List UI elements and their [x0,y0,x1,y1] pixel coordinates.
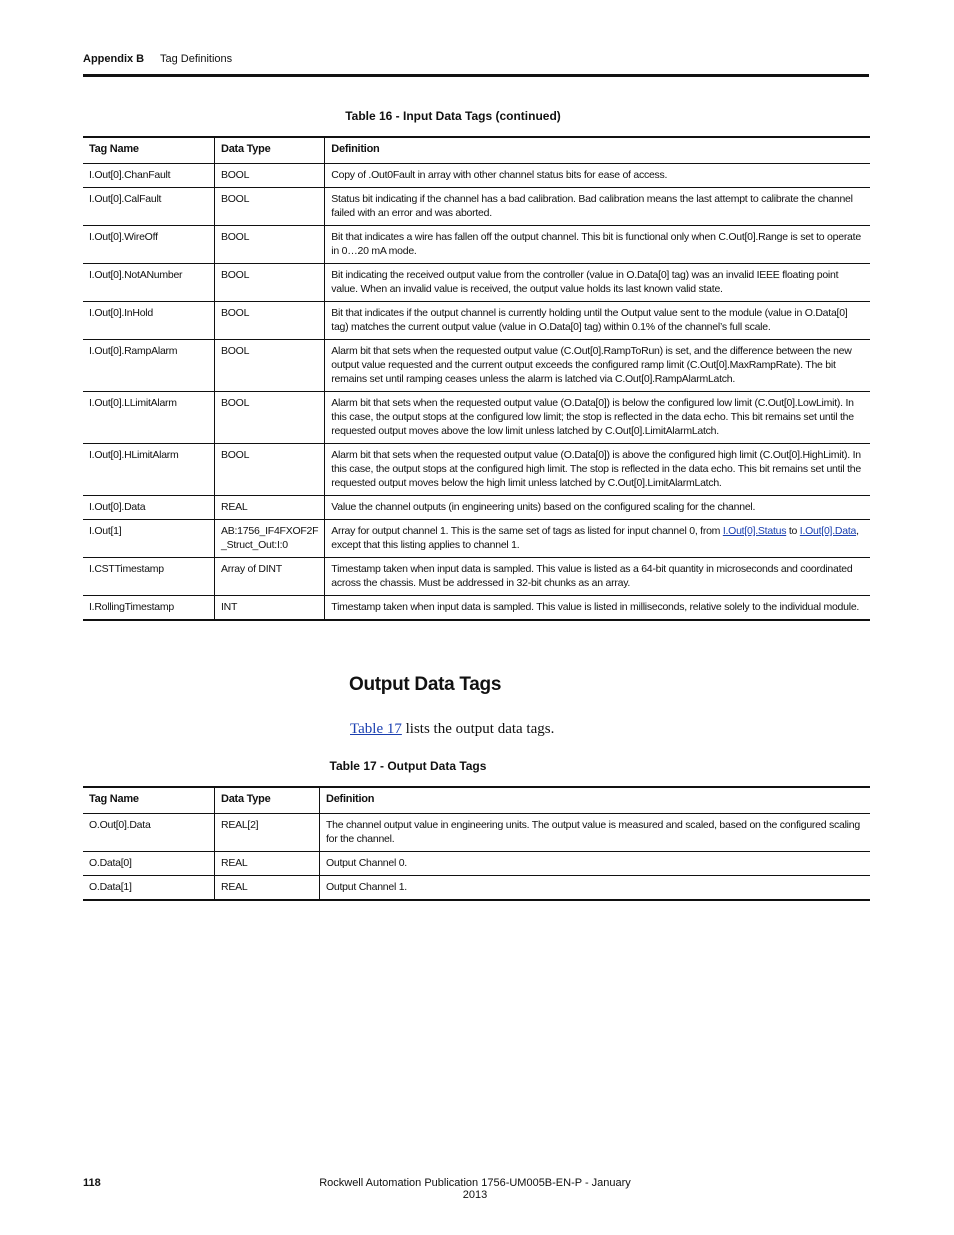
link-out-data[interactable]: I.Out[0].Data [799,525,857,537]
data-type-cell: Array of DINT [215,558,325,596]
table-row [83,302,870,340]
tag-name-cell: I.CSTTimestamp [83,558,215,596]
data-type-cell: REAL [215,852,320,876]
publication-info: Rockwell Automation Publication 1756-UM005B-EN-P - January 2013 [319,1177,631,1201]
tag-name-cell: O.Data[0] [83,852,215,876]
data-type-cell: BOOL [215,302,325,340]
data-type-cell: BOOL [215,264,325,302]
column-header-definition: Definition [320,787,871,814]
appendix-label: Appendix B [83,53,145,65]
tag-name-cell: I.Out[0].InHold [83,302,215,340]
tag-name-cell: I.Out[0].Data [83,496,215,520]
link-out-status[interactable]: I.Out[0].Status [722,525,787,537]
data-type-cell: REAL [215,496,325,520]
data-type-cell: REAL[2] [215,814,320,852]
header-rule [83,74,869,77]
definition-cell: Bit that indicates if the output channel is currently holding until the Output value sent to the module (value in O.Data[0] tag) matches the current output value (value in O.Data[0] tag) within 0.1% of the channel’s full scale. [325,302,870,340]
table-header-row [83,137,870,164]
output-data-tags-table [83,786,870,901]
tag-name-cell: I.Out[0].NotANumber [83,264,215,302]
definition-cell: The channel output value in engineering units. The output value is measured and scaled, based on the configured scaling for the channel. [320,814,871,852]
table-row [83,164,870,188]
table-row [83,596,870,621]
tag-name-cell: I.Out[0].CalFault [83,188,215,226]
tag-name-cell: I.Out[0].HLimitAlarm [83,444,215,496]
definition-cell: Alarm bit that sets when the requested output value (O.Data[0]) is above the configured high limit (C.Out[0].HighLimit). In this case, the output stops at the configured high limit. The stop is reflected in the data echo. This bit remains set until the requested output moves below the high limit unless latched by C.Out[0].LimitAlarmLatch. [325,444,870,496]
table-row [83,264,870,302]
column-header-tag-name: Tag Name [83,787,215,814]
table-row [83,814,870,852]
definition-cell: Alarm bit that sets when the requested output value (C.Out[0].RampToRun) is set, and the difference between the new output value requested and the current output exceeds the configured ramp limit (C.Out[0].MaxRampRate). The bit remains set until ramping ceases unless the alarm is latched via C.Out[0].RampAlarmLatch. [325,340,870,392]
data-type-cell: BOOL [215,340,325,392]
definition-cell [325,520,870,558]
input-data-tags-table [83,136,870,621]
tag-name-cell: I.Out[0].WireOff [83,226,215,264]
table-row [83,226,870,264]
tag-name-cell: I.Out[0].LLimitAlarm [83,392,215,444]
table-row [83,444,870,496]
definition-text: , except that this listing applies to channel 1. [331,525,859,551]
section-label: Tag Definitions [160,53,233,65]
tag-name-cell: I.Out[0].ChanFault [83,164,215,188]
data-type-cell: INT [215,596,325,621]
data-type-cell: AB:1756_IF4FXOF2F _Struct_Out:I:0 [215,520,325,558]
tag-name-cell: I.RollingTimestamp [83,596,215,621]
tag-name-cell: O.Data[1] [83,876,215,901]
table-row [83,520,870,558]
definition-cell: Alarm bit that sets when the requested output value (O.Data[0]) is below the configured low limit (C.Out[0].LowLimit). In this case, the output stops at the configured low limit; the stop is reflected in the data echo. This bit remains set until the requested output moves above the low limit unless latched by C.Out[0].LimitAlarmLatch. [325,392,870,444]
table-row [83,392,870,444]
tag-name-cell: O.Out[0].Data [83,814,215,852]
table17-link[interactable]: Table 17 [350,721,402,737]
paragraph-text: lists the output data tags. [401,721,555,737]
definition-cell: Value the channel outputs (in engineering units) based on the configured scaling for the channel. [325,496,870,520]
table16-caption: Table 16 - Input Data Tags (continued) [345,109,561,123]
definition-cell: Timestamp taken when input data is sampled. This value is listed in milliseconds, relative solely to the individual module. [325,596,870,621]
data-type-cell: REAL [215,876,320,901]
definition-text: to [786,525,800,537]
data-type-cell: BOOL [215,392,325,444]
data-type-cell: BOOL [215,164,325,188]
table-row [83,340,870,392]
definition-cell: Bit indicating the received output value from the controller (value in O.Data[0] tag) was an invalid IEEE floating point value. When an invalid value is received, the output value holds its last known valid state. [325,264,870,302]
definition-cell: Output Channel 1. [320,876,871,901]
column-header-data-type: Data Type [215,137,325,164]
table-row [83,558,870,596]
table-row [83,876,870,901]
tag-name-cell: I.Out[1] [83,520,215,558]
data-type-cell: BOOL [215,226,325,264]
column-header-tag-name: Tag Name [83,137,215,164]
page-number: 118 [83,1177,101,1189]
table-row [83,188,870,226]
definition-cell: Status bit indicating if the channel has a bad calibration. Bad calibration means the last attempt to calibrate the channel failed with an error and was aborted. [325,188,870,226]
tag-name-cell: I.Out[0].RampAlarm [83,340,215,392]
page-header [83,53,869,65]
definition-cell: Timestamp taken when input data is sampled. This value is listed as a 64-bit quantity in microseconds and coordinated across the chassis. Must be addressed in 32-bit chunks as an array. [325,558,870,596]
table-header-row [83,787,870,814]
table-row [83,496,870,520]
column-header-definition: Definition [325,137,870,164]
column-header-data-type: Data Type [215,787,320,814]
table-row [83,852,870,876]
data-type-cell: BOOL [215,188,325,226]
section-paragraph [350,721,554,738]
table17-caption: Table 17 - Output Data Tags [329,759,487,773]
data-type-cell: BOOL [215,444,325,496]
definition-cell: Output Channel 0. [320,852,871,876]
definition-text: Array for output channel 1. This is the same set of tags as listed for input channel 0, from [331,525,723,537]
definition-cell: Bit that indicates a wire has fallen off the output channel. This bit is functional only when C.Out[0].Range is set to operate in 0…20 mA mode. [325,226,870,264]
section-heading: Output Data Tags [349,674,502,695]
definition-cell: Copy of .Out0Fault in array with other channel status bits for ease of access. [325,164,870,188]
